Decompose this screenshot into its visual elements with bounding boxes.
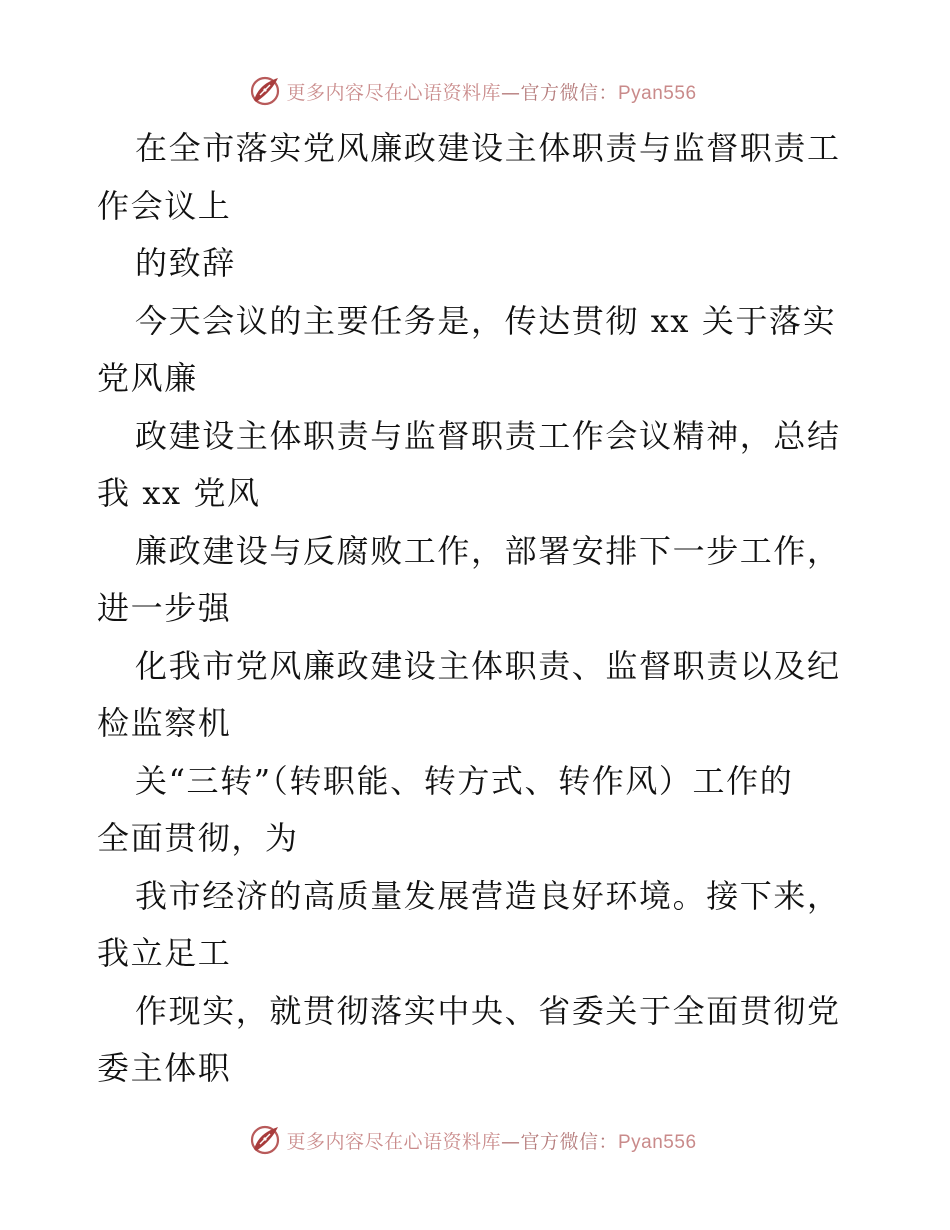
- text-line: 我市经济的高质量发展营造良好环境。接下来，: [135, 876, 841, 915]
- text-line: 委主体职: [97, 1049, 232, 1087]
- text-line: 党风廉: [97, 359, 198, 397]
- text-line: 作会议上: [97, 186, 232, 225]
- text-line: 我 xx 党风: [97, 474, 261, 512]
- pen-nib-logo-icon: [248, 74, 282, 108]
- watermark-inner: [248, 74, 696, 108]
- text-line: 今天会议的主要任务是，传达贯彻 xx 关于落实: [135, 301, 837, 340]
- text-line: 进一步强: [97, 589, 232, 627]
- text-line: 作现实，就贯彻落实中央、省委关于全面贯彻党: [135, 991, 841, 1030]
- text-line: 关“三转”（转职能、转方式、转作风）工作的: [135, 761, 794, 800]
- footer-watermark: [0, 1122, 950, 1158]
- text-line: 的致辞: [135, 244, 236, 282]
- text-line: 化我市党风廉政建设主体职责、监督职责以及纪: [135, 646, 841, 685]
- text-line: 政建设主体职责与监督职责工作会议精神，总结: [135, 416, 841, 455]
- text-line: 检监察机: [97, 704, 232, 742]
- watermark-separator: —官方微信：: [500, 1130, 618, 1153]
- watermark-separator: —官方微信：: [500, 81, 618, 104]
- watermark-text: [286, 1127, 696, 1154]
- watermark-label: 更多内容尽在心语资料库: [286, 81, 501, 104]
- document-text: [97, 120, 857, 1098]
- watermark-wechat-id: Pyan556: [618, 82, 697, 104]
- watermark-inner: [248, 1123, 696, 1157]
- watermark-text: [286, 78, 696, 105]
- header-watermark: [0, 73, 950, 109]
- text-line: 我立足工: [97, 934, 232, 972]
- watermark-wechat-id: Pyan556: [618, 1131, 697, 1153]
- text-line: 在全市落实党风廉政建设主体职责与监督职责工: [135, 129, 841, 167]
- pen-nib-logo-icon: [248, 1123, 282, 1157]
- text-line: 全面贯彻，为: [97, 819, 299, 857]
- watermark-label: 更多内容尽在心语资料库: [286, 1130, 501, 1153]
- document-body: [97, 120, 857, 1098]
- text-line: 廉政建设与反腐败工作，部署安排下一步工作，: [135, 531, 841, 570]
